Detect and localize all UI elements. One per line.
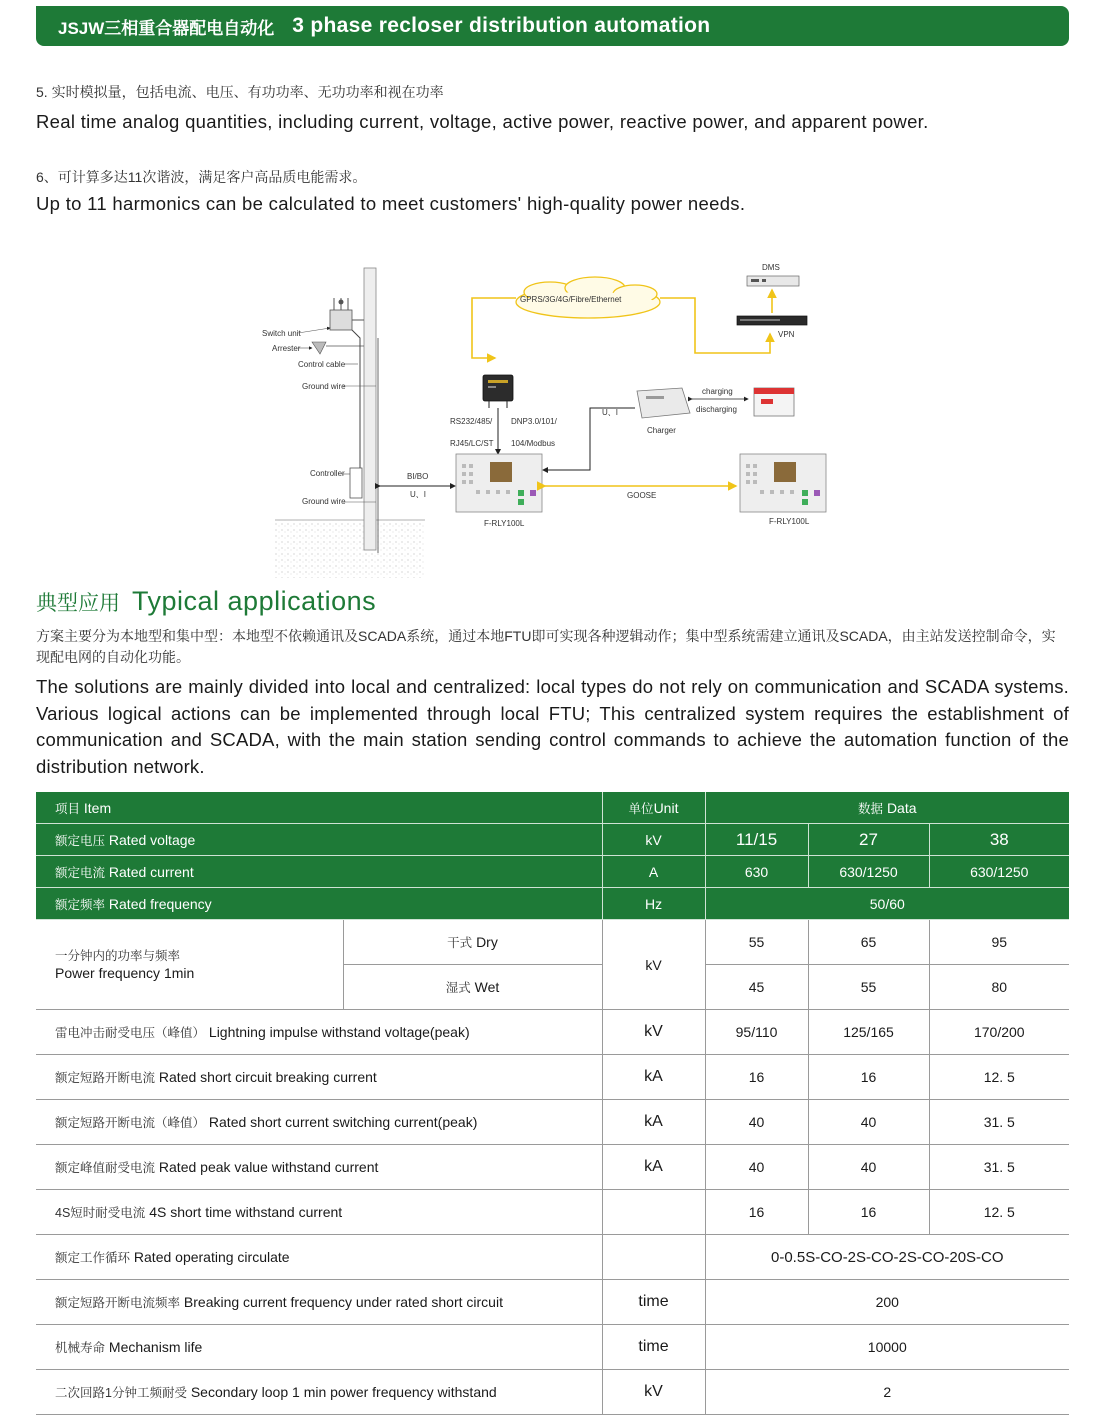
sub-label-wet: 湿式 Wet — [343, 965, 602, 1010]
section-body-cn: 方案主要分为本地型和集中型：本地型不依赖通讯及SCADA系统，通过本地FTU即可实现各种逻辑动作；集中型系统需建立通讯及SCADA，由主站发送控制命令，实现配电网的自动化功能。 — [36, 628, 1056, 665]
header-unit: 单位Unit — [602, 792, 705, 824]
row-value: 16 — [808, 1190, 929, 1235]
row-label: 额定短路开断电流 Rated short circuit breaking current — [36, 1055, 602, 1100]
controller-box — [350, 468, 362, 498]
row-unit — [602, 1190, 705, 1235]
row-value: 0-0.5S-CO-2S-CO-2S-CO-20S-CO — [705, 1235, 1069, 1280]
row-value: 95 — [929, 920, 1069, 965]
row-value: 40 — [808, 1100, 929, 1145]
row-label: 4S短时耐受电流 4S short time withstand current — [36, 1190, 602, 1235]
label-goose: GOOSE — [627, 491, 657, 500]
row-value: 2 — [705, 1370, 1069, 1415]
row-label: 额定电压 Rated voltage — [36, 824, 602, 856]
section-title-en: Typical applications — [132, 586, 377, 616]
row-label: 额定电流 Rated current — [36, 856, 602, 888]
row-label: 一分钟内的功率与频率 Power frequency 1min — [36, 920, 343, 1010]
section-title — [36, 586, 376, 617]
table-row — [36, 1235, 1069, 1280]
row-unit: kV — [602, 824, 705, 856]
label-charging: charging — [702, 387, 733, 396]
row-value: 31. 5 — [929, 1145, 1069, 1190]
table-row — [36, 856, 1069, 888]
row-unit: kV — [602, 1010, 705, 1055]
label-ui-left: U、I — [410, 490, 426, 499]
label-ground-wire-1: Ground wire — [302, 382, 346, 391]
label-charger: Charger — [647, 426, 676, 435]
label-dms: DMS — [762, 263, 780, 272]
row-label: 额定峰值耐受电流 Rated peak value withstand current — [36, 1145, 602, 1190]
feature-5-cn: 5. 实时模拟量，包括电流、电压、有功功率、无功功率和视在功率 — [36, 84, 444, 100]
switch-unit-icon — [330, 298, 364, 330]
ground-soil — [275, 520, 425, 578]
network-link-right — [660, 298, 770, 353]
row-value: 27 — [808, 824, 929, 856]
row-value: 65 — [808, 920, 929, 965]
label-vpn: VPN — [778, 330, 795, 339]
table-row — [36, 1010, 1069, 1055]
label-control-cable: Control cable — [298, 360, 346, 369]
label-dnp3: DNP3.0/101/ — [511, 417, 557, 426]
banner-title-cn: JSJW三相重合器配电自动化 — [58, 18, 275, 38]
label-discharging: discharging — [696, 405, 737, 414]
row-label: 机械寿命 Mechanism life — [36, 1325, 602, 1370]
row-value: 630/1250 — [929, 856, 1069, 888]
feature-6-cn: 6、可计算多达11次谐波，满足客户高品质电能需求。 — [36, 169, 367, 185]
label-ground-wire-2: Ground wire — [302, 497, 346, 506]
label-arrester: Arrester — [272, 344, 301, 353]
table-row — [36, 1370, 1069, 1415]
label-ui-mid: U、I — [602, 408, 618, 417]
row-value: 10000 — [705, 1325, 1069, 1370]
label-relay-right: F-RLY100L — [769, 517, 810, 526]
table-row — [36, 888, 1069, 920]
comm-unit-icon — [483, 375, 513, 408]
table-row — [36, 1190, 1069, 1235]
row-value: 200 — [705, 1280, 1069, 1325]
row-label: 雷电冲击耐受电压（峰值） Lightning impulse withstand voltage(peak) — [36, 1010, 602, 1055]
row-unit: A — [602, 856, 705, 888]
row-value: 16 — [808, 1055, 929, 1100]
row-unit: kA — [602, 1100, 705, 1145]
row-unit — [602, 1235, 705, 1280]
row-unit: time — [602, 1280, 705, 1325]
utility-pole — [364, 268, 376, 550]
vpn-device-icon — [737, 316, 807, 325]
network-link-left — [472, 298, 516, 358]
row-unit: kA — [602, 1145, 705, 1190]
banner-title-en: 3 phase recloser distribution automation — [292, 14, 711, 37]
row-value: 80 — [929, 965, 1069, 1010]
row-value: 40 — [705, 1145, 808, 1190]
table-row — [36, 1325, 1069, 1370]
label-rj45: RJ45/LC/ST — [450, 439, 494, 448]
sub-label-dry: 干式 Dry — [343, 920, 602, 965]
row-label: 额定短路开断电流（峰值） Rated short current switching current(peak) — [36, 1100, 602, 1145]
row-value: 95/110 — [705, 1010, 808, 1055]
battery-icon — [754, 388, 794, 416]
table-row — [36, 1055, 1069, 1100]
label-controller: Controller — [310, 469, 345, 478]
row-value: 170/200 — [929, 1010, 1069, 1055]
row-unit: kV — [602, 920, 705, 1010]
label-modbus: 104/Modbus — [511, 439, 556, 448]
row-label: 额定工作循环 Rated operating circulate — [36, 1235, 602, 1280]
relay-right-icon — [740, 454, 826, 512]
table-row — [36, 824, 1069, 856]
system-diagram — [250, 258, 850, 578]
row-value: 50/60 — [705, 888, 1069, 920]
label-bibo: BI/BO — [407, 472, 429, 481]
row-unit: kA — [602, 1055, 705, 1100]
spec-table — [36, 792, 1069, 1415]
table-row — [36, 920, 1069, 965]
row-label: 二次回路1分钟工频耐受 Secondary loop 1 min power frequency withstand — [36, 1370, 602, 1415]
section-body-en: The solutions are mainly divided into local and centralized: local types do not rely on communication and SCADA systems. Various logical actions can be implemented through local FTU; This centralized system requires the establishment of communication and SCADA, with the main station sending control commands to achieve the automation function of the distribution network. — [36, 676, 1069, 778]
row-unit: Hz — [602, 888, 705, 920]
row-value: 38 — [929, 824, 1069, 856]
header-banner — [36, 6, 1069, 46]
row-unit: kV — [602, 1370, 705, 1415]
table-row — [36, 1280, 1069, 1325]
label-switch-unit: Switch unit — [262, 329, 301, 338]
row-value: 16 — [705, 1190, 808, 1235]
section-title-cn: 典型应用 — [36, 592, 120, 615]
row-label: 额定频率 Rated frequency — [36, 888, 602, 920]
feature-6-en: Up to 11 harmonics can be calculated to meet customers' high-quality power needs. — [36, 193, 746, 214]
row-value: 45 — [705, 965, 808, 1010]
row-value: 12. 5 — [929, 1055, 1069, 1100]
table-header-row — [36, 792, 1069, 824]
row-value: 31. 5 — [929, 1100, 1069, 1145]
header-data: 数据 Data — [705, 792, 1069, 824]
control-cable — [352, 330, 360, 468]
row-value: 12. 5 — [929, 1190, 1069, 1235]
row-value: 630/1250 — [808, 856, 929, 888]
header-item: 项目 Item — [36, 792, 602, 824]
row-value: 55 — [705, 920, 808, 965]
charger-icon — [637, 388, 690, 418]
row-value: 40 — [808, 1145, 929, 1190]
row-label: 额定短路开断电流频率 Breaking current frequency under rated short circuit — [36, 1280, 602, 1325]
dms-server-icon — [747, 276, 799, 286]
label-relay-left: F-RLY100L — [484, 519, 525, 528]
row-value: 125/165 — [808, 1010, 929, 1055]
relay-left-icon — [456, 454, 542, 512]
label-cloud: GPRS/3G/4G/Fibre/Ethernet — [520, 295, 622, 304]
table-row — [36, 1100, 1069, 1145]
arrester-icon — [312, 342, 364, 354]
row-value: 40 — [705, 1100, 808, 1145]
label-rs232: RS232/485/ — [450, 417, 493, 426]
table-row — [36, 1145, 1069, 1190]
row-value: 630 — [705, 856, 808, 888]
feature-5-en: Real time analog quantities, including current, voltage, active power, reactive power, and apparent power. — [36, 111, 929, 132]
row-unit: time — [602, 1325, 705, 1370]
row-value: 16 — [705, 1055, 808, 1100]
row-value: 11/15 — [705, 824, 808, 856]
row-value: 55 — [808, 965, 929, 1010]
